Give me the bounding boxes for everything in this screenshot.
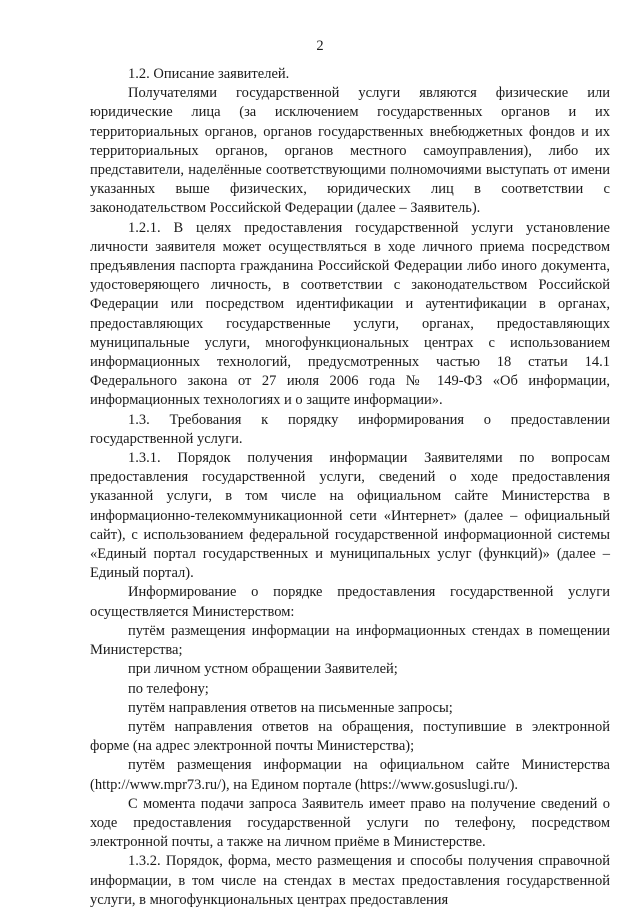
paragraph-heading-1-2: 1.2. Описание заявителей. (128, 66, 290, 82)
page-number: 2 (316, 38, 324, 54)
paragraph-1-3-1: 1.3.1. Порядок получения информации Заявителями по вопросам предоставления государственной услуги, сведений о ходе предоставления указанной услуги, в том числе на официальном сайте Министерства в информационно-телекоммуникационной сети «Интернет» (далее – официальный сайт), с использованием федеральной государственной информационной системы «Единый портал государственных и муниципальных услуг (функций)» (далее – Единый портал). (90, 450, 610, 582)
document-body (90, 65, 610, 910)
list-item-written: путём направления ответов на письменные запросы; (128, 699, 453, 716)
list-item-email: путём направления ответов на обращения, поступившие в электронной форме (на адрес электронной почты Министерства); (90, 718, 610, 755)
paragraph-1-3-2: 1.3.2. Порядок, форма, место размещения и способы получения справочной информации, в том числе на стендах в местах предоставления государственной услуги, в многофункциональных центрах предоставления (90, 853, 610, 908)
paragraph-1-2-1: 1.2.1. В целях предоставления государственной услуги установление личности заявителя может осуществляться в ходе личного приема посредством предъявления паспорта гражданина Российской Федерации либо иного документа, удостоверяющего личность, в соответствии с законодательством Российской Федерации или посредством идентификации и аутентификации в органах, предоставляющих государственные услуги, органах, предоставляющих муниципальные услуги, многофункциональных центрах с использованием информационных технологий, предусмотренных частью 18 статьи 14.1 Федерального закона от 27 июля 2006 года № 149-ФЗ «Об информации, информационных технологиях и о защите информации». (90, 219, 610, 409)
paragraph-heading-1-3: 1.3. Требования к порядку информирования о предоставлении государственной услуги. (90, 411, 610, 447)
paragraph-status-info: С момента подачи запроса Заявитель имеет право на получение сведений о ходе предоставления государственной услуги по телефону, посредством электронной почты, а также на личном приёме в Министерстве. (90, 795, 610, 851)
list-item-stands: путём размещения информации на информационных стендах в помещении Министерства; (90, 622, 610, 659)
list-item-website: путём размещения информации на официальном сайте Министерства (http://www.mpr73.ru/), на Едином портале (https://www.gosuslugi.ru/). (90, 757, 610, 793)
list-item-personal: при личном устном обращении Заявителей; (128, 661, 398, 678)
list-item-phone: по телефону; (128, 680, 209, 697)
paragraph-applicants: Получателями государственной услуги являются физические или юридические лица (за исключением государственных органов и их территориальных органов, органов государственных внебюджетных фондов и их территориальных органов, органов местного самоуправления), либо их представители, наделённые соответствующими полномочиями выступать от имени указанных выше физических, юридических лиц в соответствии с законодательством Российской Федерации (далее – Заявитель). (90, 85, 610, 217)
paragraph-informing: Информирование о порядке предоставления государственной услуги осуществляется Министерством: (90, 584, 610, 620)
